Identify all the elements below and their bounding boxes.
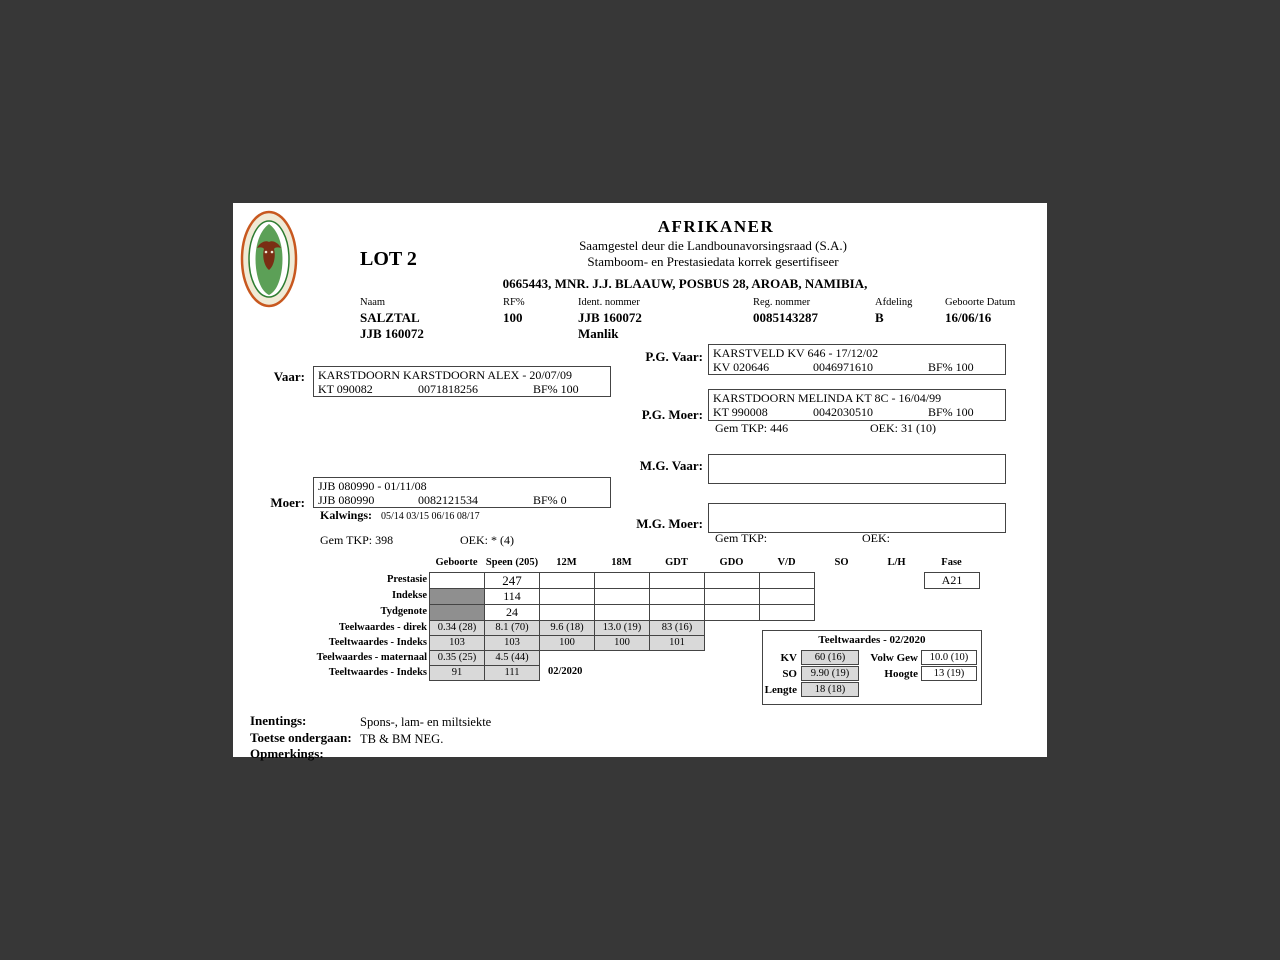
- direk-indeks-12m: 100: [539, 635, 595, 651]
- pg-vaar-name: KARSTVELD KV 646 - 17/12/02: [713, 346, 879, 360]
- grid-cell: [705, 605, 760, 621]
- moer-ids: [318, 493, 606, 507]
- kv-value: 60 (16): [801, 650, 859, 665]
- grid-cell: [705, 573, 760, 589]
- perf-col-vd: V/D: [777, 557, 796, 568]
- volw-gew-value: 10.0 (10): [921, 650, 977, 665]
- hoogte-label: Hoogte: [884, 668, 918, 680]
- vaar-reg: 0071818256: [418, 382, 478, 396]
- vaar-id: KT 090082: [318, 382, 373, 396]
- row-label-teelwaardes-direk: Teelwaardes - direk: [338, 622, 427, 633]
- moer-label: Moer:: [270, 495, 305, 510]
- pg-vaar-label: P.G. Vaar:: [645, 349, 703, 364]
- perf-col-so: SO: [834, 557, 849, 568]
- grid-cell: [705, 589, 760, 605]
- maternaal-speen: 4.5 (44): [484, 650, 540, 666]
- subtitle-line2: Stamboom- en Prestasiedata korrek gesertifiseer: [587, 254, 839, 269]
- grid-cell: [430, 573, 485, 589]
- pg-vaar-bf: BF% 100: [928, 360, 974, 374]
- vaar-box: [313, 366, 611, 397]
- direk-indeks-speen: 103: [484, 635, 540, 651]
- perf-col-lh: L/H: [887, 557, 906, 568]
- animal-sex: Manlik: [578, 326, 619, 341]
- kv-label: KV: [780, 652, 797, 664]
- grid-cell: [540, 589, 595, 605]
- inentings-value: Spons-, lam- en miltsiekte: [360, 715, 492, 729]
- animal-name: SALZTAL: [360, 310, 420, 325]
- so-label: SO: [782, 668, 797, 680]
- vaar-name: KARSTDOORN KARSTDOORN ALEX - 20/07/09: [318, 368, 573, 382]
- moer-reg: 0082121534: [418, 493, 478, 507]
- lengte-value: 18 (18): [801, 682, 859, 697]
- prestasie-speen-value: 247: [485, 573, 540, 589]
- row-label-tydgenote: Tydgenote: [380, 606, 427, 617]
- lengte-label: Lengte: [764, 684, 797, 696]
- toetse-value: TB & BM NEG.: [360, 732, 444, 746]
- pg-vaar-id: KV 020646: [713, 360, 770, 374]
- animal-ident-value: JJB 160072: [578, 310, 642, 325]
- pg-moer-box: [708, 389, 1006, 421]
- mg-moer-label: M.G. Moer:: [636, 516, 703, 531]
- row-label-teeltwaardes-indeks-2: Teeltwaardes - Indeks: [328, 667, 427, 678]
- vaar-ids: [318, 382, 606, 396]
- grid-cell: [650, 573, 705, 589]
- grid-cell-shaded: [430, 589, 485, 605]
- perf-col-speen: Speen (205): [485, 557, 539, 568]
- maternaal-geboorte: 0.35 (25): [429, 650, 485, 666]
- vaar-bf: BF% 100: [533, 382, 579, 396]
- perf-col-18m: 18M: [611, 557, 632, 568]
- teeltwaardes-box: [762, 630, 982, 705]
- so-value: 9.90 (19): [801, 666, 859, 681]
- kalwings-values: 05/14 03/15 06/16 08/17: [381, 511, 480, 522]
- subtitle-line1: Saamgestel deur die Landbounavorsingsraad (S.A.): [579, 238, 847, 253]
- col-header-rf: RF%: [503, 297, 525, 308]
- row-label-teeltwaardes-indeks-1: Teeltwaardes - Indeks: [328, 637, 427, 648]
- pg-moer-name: KARSTDOORN MELINDA KT 8C - 16/04/99: [713, 391, 942, 405]
- grid-cell: [540, 573, 595, 589]
- pg-vaar-reg: 0046971610: [813, 360, 873, 374]
- moer-oek: OEK: * (4): [460, 533, 514, 547]
- animal-name-id: JJB 160072: [360, 326, 424, 341]
- maternaal-indeks-note: 02/2020: [548, 666, 583, 677]
- direk-gdt: 83 (16): [649, 620, 705, 636]
- lot-number: LOT 2: [360, 248, 417, 270]
- pg-vaar-box: [708, 344, 1006, 375]
- perf-col-fase: Fase: [941, 557, 962, 568]
- grid-cell: [595, 589, 650, 605]
- col-header-afdeling: Afdeling: [875, 297, 913, 308]
- moer-box: [313, 477, 611, 508]
- moer-name: JJB 080990 - 01/11/08: [318, 479, 427, 493]
- row-label-indekse: Indekse: [391, 590, 427, 601]
- grid-cell-shaded: [430, 605, 485, 621]
- animal-rf-value: 100: [503, 310, 523, 325]
- pg-moer-bf: BF% 100: [928, 405, 974, 419]
- opmerkings-label: Opmerkings:: [250, 746, 324, 761]
- moer-bf: BF% 0: [533, 493, 567, 507]
- direk-indeks-18m: 100: [594, 635, 650, 651]
- maternaal-indeks-speen: 111: [484, 665, 540, 681]
- direk-indeks-gdt: 101: [649, 635, 705, 651]
- row-label-teelwaardes-maternaal: Teelwaardes - maternaal: [316, 652, 427, 663]
- animal-reg-value: 0085143287: [753, 310, 818, 325]
- perf-col-gdt: GDT: [665, 557, 688, 568]
- perf-col-12m: 12M: [556, 557, 577, 568]
- hoogte-value: 13 (19): [921, 666, 977, 681]
- grid-cell: [760, 573, 815, 589]
- indekse-speen-value: 114: [485, 589, 540, 605]
- direk-12m: 9.6 (18): [539, 620, 595, 636]
- afrikaner-breed-logo: [240, 210, 298, 314]
- moer-gem-tkp: Gem TKP: 398: [320, 533, 394, 547]
- mg-moer-oek: OEK:: [862, 531, 890, 545]
- grid-cell: [595, 605, 650, 621]
- mg-vaar-label: M.G. Vaar:: [639, 458, 703, 473]
- col-header-geboorte-datum: Geboorte Datum: [945, 297, 1016, 308]
- col-header-naam: Naam: [360, 297, 386, 308]
- pg-moer-reg: 0042030510: [813, 405, 873, 419]
- inentings-label: Inentings:: [250, 713, 307, 728]
- pg-vaar-ids: [713, 360, 1001, 374]
- pg-moer-oek: OEK: 31 (10): [870, 421, 936, 435]
- direk-geboorte: 0.34 (28): [429, 620, 485, 636]
- grid-cell: [650, 605, 705, 621]
- mg-moer-box: [708, 503, 1006, 533]
- pg-moer-ids: [713, 405, 1001, 419]
- animal-afdeling-value: B: [875, 310, 884, 325]
- direk-speen: 8.1 (70): [484, 620, 540, 636]
- perf-col-geboorte: Geboorte: [435, 557, 478, 568]
- prestasie-fase-value: A21: [924, 572, 980, 589]
- row-label-prestasie: Prestasie: [386, 574, 427, 585]
- moer-id: JJB 080990: [318, 493, 375, 507]
- col-header-ident: Ident. nommer: [578, 297, 640, 308]
- direk-indeks-geboorte: 103: [429, 635, 485, 651]
- performance-grid: [429, 572, 815, 621]
- col-header-reg: Reg. nommer: [753, 297, 811, 308]
- tydgenote-speen-value: 24: [485, 605, 540, 621]
- teeltwaardes-box-title: Teeltwaardes - 02/2020: [818, 634, 926, 646]
- certificate-page: [233, 203, 1047, 761]
- pg-moer-label: P.G. Moer:: [641, 407, 703, 422]
- pg-moer-id: KT 990008: [713, 405, 768, 419]
- animal-birth-date: 16/06/16: [945, 310, 992, 325]
- owner-line: 0665443, MNR. J.J. BLAAUW, POSBUS 28, AROAB, NAMIBIA,: [502, 276, 868, 291]
- breed-logo-icon: [240, 210, 298, 309]
- toetse-label: Toetse ondergaan:: [250, 730, 352, 745]
- volw-gew-label: Volw Gew: [870, 652, 918, 664]
- vaar-label: Vaar:: [273, 369, 305, 384]
- maternaal-indeks-geboorte: 91: [429, 665, 485, 681]
- grid-cell: [540, 605, 595, 621]
- direk-18m: 13.0 (19): [594, 620, 650, 636]
- perf-col-gdo: GDO: [719, 557, 744, 568]
- mg-moer-gem-tkp: Gem TKP:: [715, 531, 768, 545]
- grid-cell: [760, 605, 815, 621]
- grid-cell: [650, 589, 705, 605]
- grid-cell: [595, 573, 650, 589]
- pg-moer-gem-tkp: Gem TKP: 446: [715, 421, 789, 435]
- mg-vaar-box: [708, 454, 1006, 484]
- page-title: AFRIKANER: [657, 217, 775, 236]
- kalwings-label: Kalwings:: [320, 508, 373, 522]
- grid-cell: [760, 589, 815, 605]
